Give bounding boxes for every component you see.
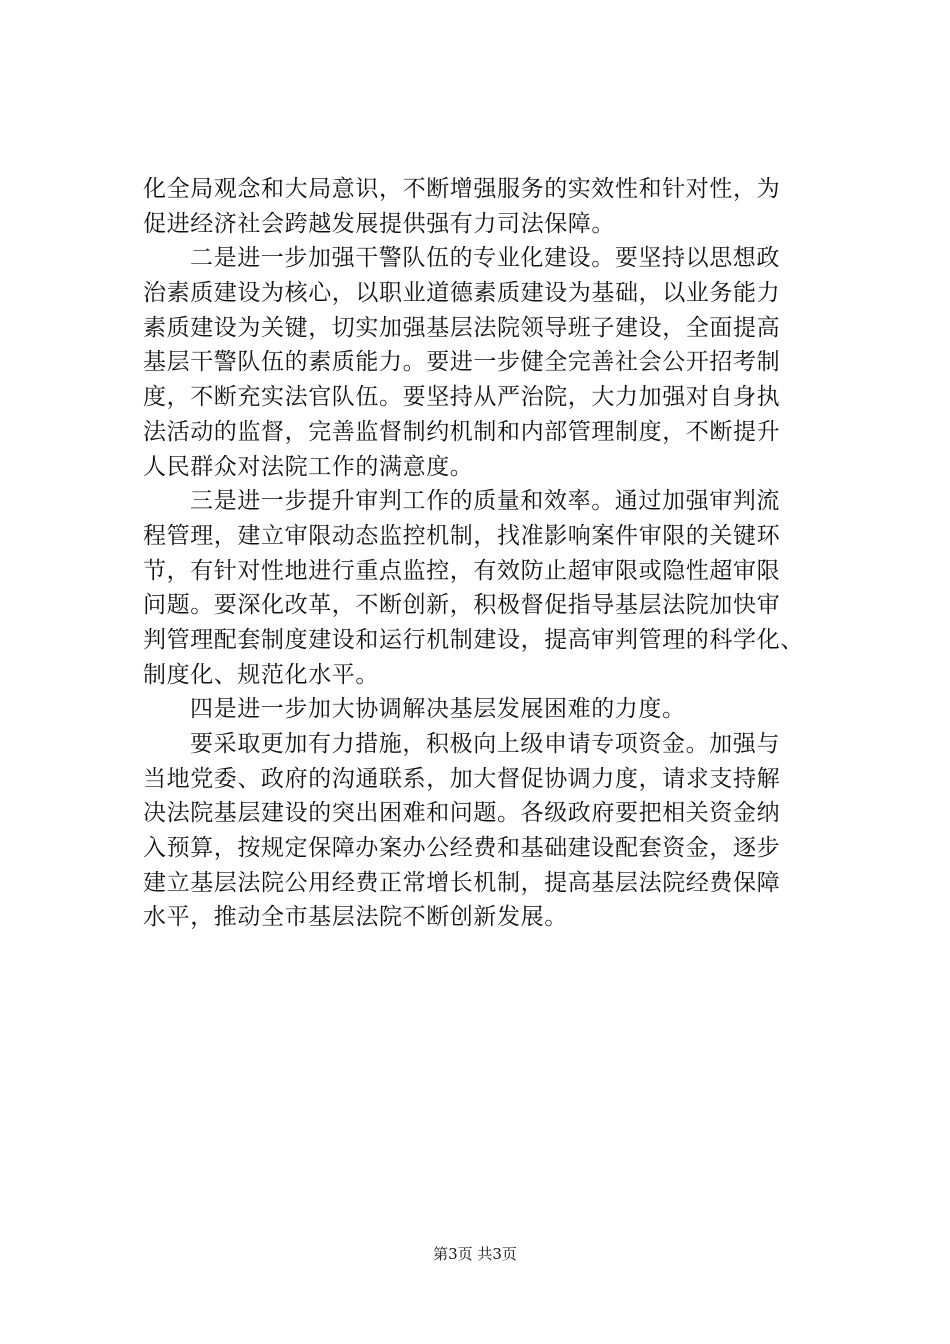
body-text xyxy=(143,172,863,935)
paragraph-start-line: 要采取更加有力措施，积极向上级申请专项资金。加强与 xyxy=(190,731,780,757)
paragraph-start-line: 二是进一步加强干警队伍的专业化建设。要坚持以思想政 xyxy=(190,245,780,272)
text-line: 当地党委、政府的沟通联系，加大督促协调力度，请求支持解 xyxy=(143,765,781,792)
text-line: 度，不断充实法官队伍。要坚持从严治院，大力加强对自身执 xyxy=(143,384,781,411)
text-line: 判管理配套制度建设和运行机制建设，提高审判管理的科学化、 xyxy=(143,626,804,653)
text-line: 人民群众对法院工作的满意度。 xyxy=(143,453,474,480)
text-line: 制度化、规范化水平。 xyxy=(143,661,379,688)
text-line: 素质建设为关键，切实加强基层法院领导班子建设，全面提高 xyxy=(143,314,781,341)
text-line: 决法院基层建设的突出困难和问题。各级政府要把相关资金纳 xyxy=(143,800,781,827)
text-line: 入预算，按规定保障办案办公经费和基础建设配套资金，逐步 xyxy=(143,835,781,862)
text-line: 建立基层法院公用经费正常增长机制，提高基层法院经费保障 xyxy=(143,869,781,896)
text-line: 化全局观念和大局意识，不断增强服务的实效性和针对性，为 xyxy=(143,176,781,202)
page-footer: 第3页 共3页 xyxy=(433,1245,517,1263)
text-line: 问题。要深化改革，不断创新，积极督促指导基层法院加快审 xyxy=(143,592,781,619)
paragraph-start-line: 三是进一步提升审判工作的质量和效率。通过加强审判流 xyxy=(190,488,780,515)
paragraph-start-line: 四是进一步加大协调解决基层发展困难的力度。 xyxy=(190,696,686,723)
text-line: 促进经济社会跨越发展提供强有力司法保障。 xyxy=(143,210,615,237)
text-line: 基层干警队伍的素质能力。要进一步健全完善社会公开招考制 xyxy=(143,349,781,376)
text-line: 程管理，建立审限动态监控机制，找准影响案件审限的关键环 xyxy=(143,522,781,549)
text-line: 法活动的监督，完善监督制约机制和内部管理制度，不断提升 xyxy=(143,418,781,445)
text-line: 水平，推动全市基层法院不断创新发展。 xyxy=(143,904,568,931)
text-line: 节，有针对性地进行重点监控，有效防止超审限或隐性超审限 xyxy=(143,557,781,584)
text-line: 治素质建设为核心，以职业道德素质建设为基础，以业务能力 xyxy=(143,280,781,307)
